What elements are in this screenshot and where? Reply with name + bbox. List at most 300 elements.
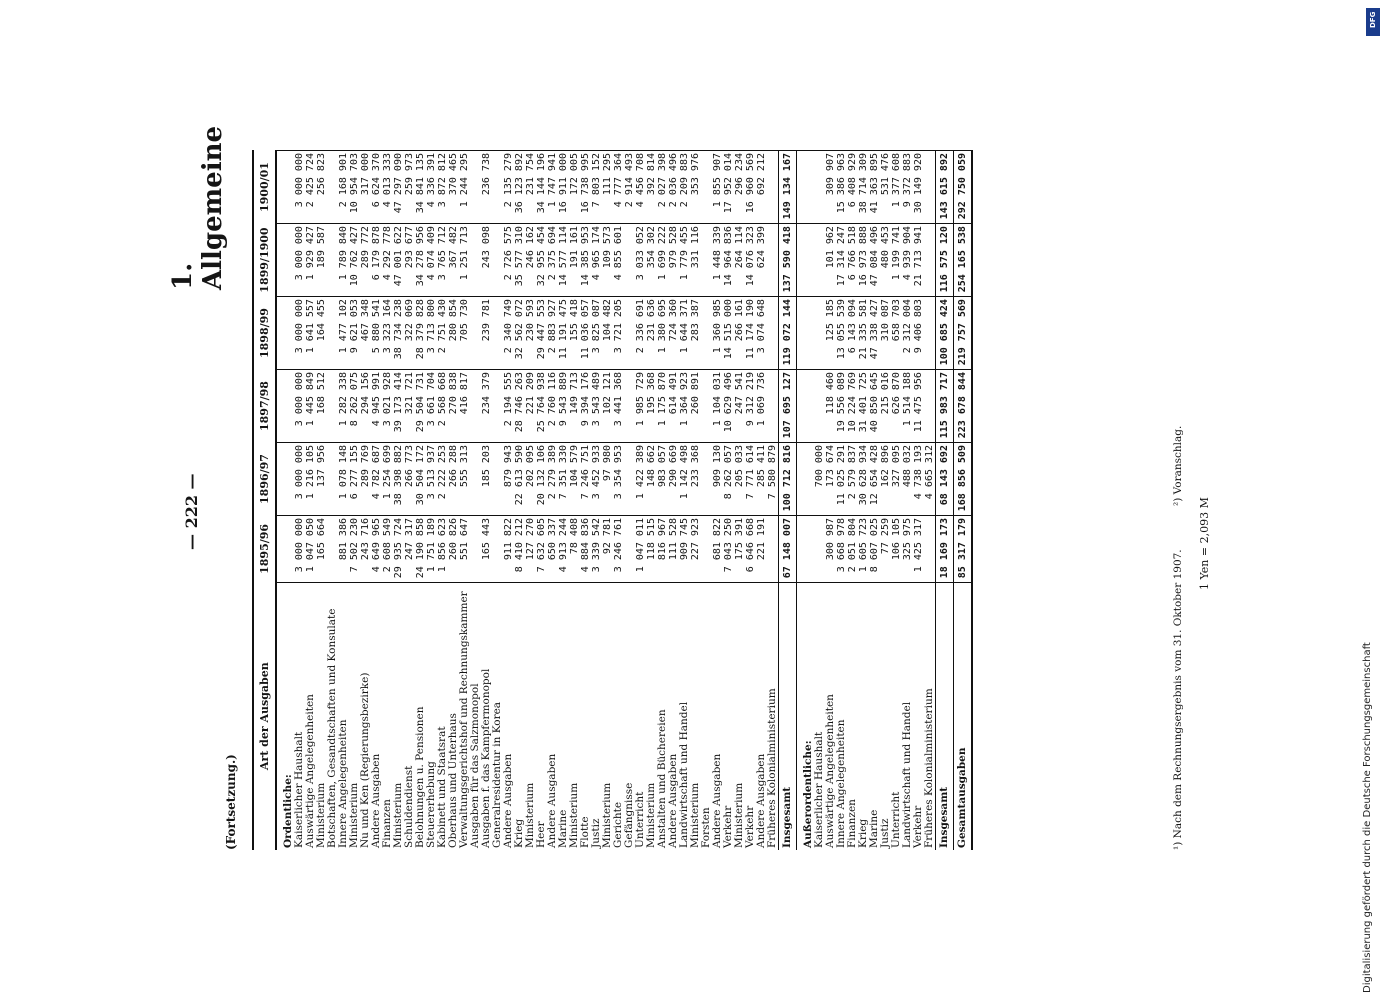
- row-label: Schuldendienst: [404, 582, 415, 850]
- cell-value: 1 380 695: [657, 297, 668, 370]
- cell-value: 18 169 173: [936, 516, 954, 583]
- cell-value: 21 713 941: [913, 224, 924, 297]
- cell-value: [924, 370, 936, 443]
- cell-value: 16 960 569: [745, 151, 756, 224]
- row-label: Gesamtausgaben: [954, 582, 973, 850]
- cell-value: 149 713: [569, 370, 580, 443]
- cell-value: 9 543 889: [558, 370, 569, 443]
- cell-value: 2 608 549: [382, 516, 393, 583]
- cell-value: 40 850 645: [869, 370, 880, 443]
- row-label: Andere Ausgaben: [547, 582, 558, 850]
- cell-value: [814, 297, 825, 370]
- cell-value: 8 410 212: [514, 516, 525, 583]
- cell-value: 392 814: [646, 151, 657, 224]
- cell-value: 2 027 398: [657, 151, 668, 224]
- cell-value: 911 822: [503, 516, 514, 583]
- cell-value: 7 632 605: [536, 516, 547, 583]
- cell-value: 116 575 120: [936, 224, 954, 297]
- cell-value: 243 098: [481, 224, 492, 297]
- cell-value: 14 076 323: [745, 224, 756, 297]
- cell-value: 300 987: [825, 516, 836, 583]
- cell-value: 2 340 749: [503, 297, 514, 370]
- cell-value: 325 975: [902, 516, 913, 583]
- cell-value: 143 615 892: [936, 151, 954, 224]
- cell-value: [701, 151, 712, 224]
- cell-value: 247 317: [404, 516, 415, 583]
- cell-value: 6 624 370: [371, 151, 382, 224]
- row-label: Steuererhebung: [426, 582, 437, 850]
- cell-value: 168 512: [316, 370, 327, 443]
- page-header: [162, 125, 252, 850]
- cell-value: [327, 370, 338, 443]
- cell-value: 111 528: [668, 516, 679, 583]
- cell-value: 3 021 928: [382, 370, 393, 443]
- cell-value: 2 726 575: [503, 224, 514, 297]
- cell-value: 3 713 800: [426, 297, 437, 370]
- table-row: [657, 151, 668, 851]
- cell-value: 168 856 509: [954, 443, 973, 516]
- table-header-row: [253, 151, 276, 851]
- cell-value: [470, 370, 481, 443]
- cell-value: 34 278 956: [415, 224, 426, 297]
- cell-value: [814, 224, 825, 297]
- cell-value: 321 721: [404, 370, 415, 443]
- cell-value: 189 587: [316, 224, 327, 297]
- cell-value: 7 771 614: [745, 443, 756, 516]
- cell-value: 68 143 692: [936, 443, 954, 516]
- row-label: Belohnungen u. Pensionen: [415, 582, 426, 850]
- row-label: Botschaften, Gesandtschaften und Konsulate: [327, 582, 338, 850]
- cell-value: 78 408: [569, 516, 580, 583]
- row-label: Ministerium: [690, 582, 701, 850]
- row-label: Kaiserlicher Haushalt: [814, 582, 825, 850]
- cell-value: 416 817: [459, 370, 470, 443]
- cell-value: 4 965 174: [591, 224, 602, 297]
- cell-value: 909 745: [679, 516, 690, 583]
- cell-value: 165 664: [316, 516, 327, 583]
- cell-value: 246 162: [525, 224, 536, 297]
- cell-value: [470, 297, 481, 370]
- cell-value: 259 973: [404, 151, 415, 224]
- cell-value: 9 394 176: [580, 370, 591, 443]
- continuation-label: (Fortsetzung.): [224, 754, 238, 850]
- cell-value: 3 000 000: [294, 516, 305, 583]
- cell-value: 531 476: [880, 151, 891, 224]
- cell-value: 1 448 339: [712, 224, 723, 297]
- cell-value: 1 360 985: [712, 297, 723, 370]
- cell-value: 3 441 368: [613, 370, 624, 443]
- row-label: Verwaltungsgerichtshof und Rechnungskammer: [459, 582, 470, 850]
- cell-value: 155 418: [569, 297, 580, 370]
- cell-value: 6 143 094: [847, 297, 858, 370]
- cell-value: 3 000 000: [294, 151, 305, 224]
- cell-value: 1 985 729: [635, 370, 646, 443]
- cell-value: 3 872 812: [437, 151, 448, 224]
- header-year: 1898/99: [253, 297, 276, 370]
- cell-value: 185 203: [481, 443, 492, 516]
- cell-value: 624 399: [756, 224, 767, 297]
- cell-value: 626 870: [891, 370, 902, 443]
- cell-value: 3 721 205: [613, 297, 624, 370]
- cell-value: 9 312 219: [745, 370, 756, 443]
- table-row: [558, 151, 569, 851]
- cell-value: 322 069: [404, 297, 415, 370]
- cell-value: 2 051 804: [847, 516, 858, 583]
- cell-value: 266 161: [734, 297, 745, 370]
- cell-value: [767, 224, 779, 297]
- cell-value: 9 621 053: [349, 297, 360, 370]
- row-label: Justiz: [591, 582, 602, 850]
- cell-value: 4 456 708: [635, 151, 646, 224]
- cell-value: 31 401 725: [858, 370, 869, 443]
- footnote-2: ²) Voranschlag.: [1172, 425, 1184, 506]
- table-row: [880, 151, 891, 851]
- cell-value: [924, 224, 936, 297]
- cell-value: [327, 443, 338, 516]
- cell-value: [814, 516, 825, 583]
- cell-value: 236 738: [481, 151, 492, 224]
- section-heading: [797, 151, 815, 851]
- rotated-content: [162, 125, 1222, 850]
- header-year: 1896/97: [253, 443, 276, 516]
- cell-value: 172 005: [569, 151, 580, 224]
- cell-value: [814, 151, 825, 224]
- cell-value: 8 262 057: [723, 443, 734, 516]
- cell-value: 16 911 000: [558, 151, 569, 224]
- cell-value: 2 568 668: [437, 370, 448, 443]
- cell-value: 7 351 330: [558, 443, 569, 516]
- cell-value: 29 504 731: [415, 370, 426, 443]
- cell-value: 551 647: [459, 516, 470, 583]
- cell-value: 3 033 052: [635, 224, 646, 297]
- cell-value: 32 955 454: [536, 224, 547, 297]
- cell-value: 230 593: [525, 297, 536, 370]
- cell-value: 700 000: [814, 443, 825, 516]
- table-row: [734, 151, 745, 851]
- cell-value: 10 954 703: [349, 151, 360, 224]
- cell-value: 14 964 836: [723, 224, 734, 297]
- cell-value: 292 750 059: [954, 151, 973, 224]
- cell-value: 2 168 901: [338, 151, 349, 224]
- cell-value: 4 945 991: [371, 370, 382, 443]
- cell-value: 289 769: [360, 443, 371, 516]
- cell-value: 1 856 623: [437, 516, 448, 583]
- cell-value: 234 379: [481, 370, 492, 443]
- cell-value: 4 777 364: [613, 151, 624, 224]
- cell-value: 30 628 934: [858, 443, 869, 516]
- cell-value: 285 411: [756, 443, 767, 516]
- cell-value: 164 455: [316, 297, 327, 370]
- table-row: [869, 151, 880, 851]
- cell-value: 17 314 247: [836, 224, 847, 297]
- cell-value: 1 244 295: [459, 151, 470, 224]
- cell-value: 6 766 518: [847, 224, 858, 297]
- table-row: [767, 151, 779, 851]
- cell-value: 97 980: [602, 443, 613, 516]
- cell-value: 1 175 870: [657, 370, 668, 443]
- cell-value: 2 209 883: [679, 151, 690, 224]
- cell-value: [492, 151, 503, 224]
- header-category: Art der Ausgaben: [253, 582, 276, 850]
- cell-value: 3 000 000: [294, 224, 305, 297]
- cell-value: [767, 516, 779, 583]
- cell-value: 909 130: [712, 443, 723, 516]
- table-row: [415, 151, 426, 851]
- cell-value: 231 754: [525, 151, 536, 224]
- row-label: Forsten: [701, 582, 712, 850]
- cell-value: 34 144 196: [536, 151, 547, 224]
- cell-value: 331 116: [690, 224, 701, 297]
- cell-value: 3 661 704: [426, 370, 437, 443]
- cell-value: [470, 443, 481, 516]
- cell-value: 239 781: [481, 297, 492, 370]
- row-label: Anstalten und Büchereien: [657, 582, 668, 850]
- row-label: Unterricht: [635, 582, 646, 850]
- header-year: 1895/96: [253, 516, 276, 583]
- row-label: Ministerium: [525, 582, 536, 850]
- cell-value: 266 288: [448, 443, 459, 516]
- cell-value: 9 406 803: [913, 297, 924, 370]
- cell-value: 149 134 167: [779, 151, 797, 224]
- row-label: Heer: [536, 582, 547, 850]
- cell-value: 20 132 106: [536, 443, 547, 516]
- row-label: Finanzen: [382, 582, 393, 850]
- cell-value: 260 826: [448, 516, 459, 583]
- table-row: [591, 151, 602, 851]
- cell-value: [327, 516, 338, 583]
- row-label: Verkehr: [913, 582, 924, 850]
- cell-value: 22 613 590: [514, 443, 525, 516]
- cell-value: 85 317 179: [954, 516, 973, 583]
- cell-value: [624, 297, 635, 370]
- cell-value: 1 929 427: [305, 224, 316, 297]
- footnote-1: ¹) Nach dem Rechnungsergebnis vom 31. Oktober 1907.: [1172, 549, 1184, 850]
- cell-value: 1 216 105: [305, 443, 316, 516]
- cell-value: 16 738 995: [580, 151, 591, 224]
- cell-value: 19 556 089: [836, 370, 847, 443]
- table-row: [492, 151, 503, 851]
- row-label: Kaiserlicher Haushalt: [294, 582, 305, 850]
- cell-value: 15 386 963: [836, 151, 847, 224]
- cell-value: 4 884 836: [580, 516, 591, 583]
- expenditure-table: [252, 150, 973, 850]
- dfg-logo-icon: DFG: [1366, 8, 1380, 36]
- row-label: Kabinett und Staatsrat: [437, 582, 448, 850]
- cell-value: 38 714 309: [858, 151, 869, 224]
- cell-value: 4 336 391: [426, 151, 437, 224]
- cell-value: 4 649 965: [371, 516, 382, 583]
- cell-value: 5 880 541: [371, 297, 382, 370]
- cell-value: 983 057: [657, 443, 668, 516]
- cell-value: 1 104 031: [712, 370, 723, 443]
- cell-value: 270 838: [448, 370, 459, 443]
- cell-value: 3 543 489: [591, 370, 602, 443]
- cell-value: 266 773: [404, 443, 415, 516]
- cell-value: 2 312 004: [902, 297, 913, 370]
- cell-value: 21 335 581: [858, 297, 869, 370]
- cell-value: 127 270: [525, 516, 536, 583]
- cell-value: 165 443: [481, 516, 492, 583]
- cell-value: 816 967: [657, 516, 668, 583]
- section-total-row: [936, 151, 954, 851]
- row-label: Innere Angelegenheiten: [338, 582, 349, 850]
- cell-value: 12 654 428: [869, 443, 880, 516]
- table-row: [624, 151, 635, 851]
- cell-value: 367 482: [448, 224, 459, 297]
- cell-value: [924, 516, 936, 583]
- cell-value: 3 452 933: [591, 443, 602, 516]
- row-label: Andere Ausgaben: [668, 582, 679, 850]
- header-year: 1900/01: [253, 151, 276, 224]
- cell-value: [470, 516, 481, 583]
- page-number: — 222 —: [182, 473, 201, 550]
- cell-value: [492, 443, 503, 516]
- row-label: Krieg: [858, 582, 869, 850]
- table-row: [393, 151, 404, 851]
- cell-value: 3 513 937: [426, 443, 437, 516]
- cell-value: 148 662: [646, 443, 657, 516]
- row-label: Marine: [869, 582, 880, 850]
- cell-value: 260 891: [690, 370, 701, 443]
- cell-value: 4 913 244: [558, 516, 569, 583]
- row-label: Generalresidentur in Korea: [492, 582, 503, 850]
- row-label: Ministerium: [316, 582, 327, 850]
- cell-value: 223 678 844: [954, 370, 973, 443]
- cell-value: 6 179 878: [371, 224, 382, 297]
- cell-value: 658 703: [891, 297, 902, 370]
- cell-value: 11 036 057: [580, 297, 591, 370]
- cell-value: 205 033: [734, 443, 745, 516]
- cell-value: 119 072 144: [779, 297, 797, 370]
- cell-value: 14 515 000: [723, 297, 734, 370]
- row-label: Ministerium: [569, 582, 580, 850]
- cell-value: 11 475 956: [913, 370, 924, 443]
- cell-value: 111 295: [602, 151, 613, 224]
- cell-value: 2 914 493: [624, 151, 635, 224]
- credit-text: Digitalisierung gefördert durch die Deutsche Forschungsgemeinschaft: [1362, 642, 1373, 993]
- cell-value: 101 962: [825, 224, 836, 297]
- table-row: [602, 151, 613, 851]
- header-year: 1899/1900: [253, 224, 276, 297]
- row-label: Verkehr: [745, 582, 756, 850]
- cell-value: 231 636: [646, 297, 657, 370]
- cell-value: 7 043 250: [723, 516, 734, 583]
- cell-value: 36 123 892: [514, 151, 525, 224]
- cell-value: 1 445 849: [305, 370, 316, 443]
- row-label: Landwirtschaft und Handel: [679, 582, 690, 850]
- cell-value: 354 302: [646, 224, 657, 297]
- cell-value: 254 165 538: [954, 224, 973, 297]
- footnotes: [1172, 150, 1184, 850]
- cell-value: 290 669: [668, 443, 679, 516]
- table-row: [679, 151, 690, 851]
- cell-value: 38 398 882: [393, 443, 404, 516]
- cell-value: [701, 297, 712, 370]
- cell-value: 4 855 601: [613, 224, 624, 297]
- cell-value: 215 016: [880, 370, 891, 443]
- cell-value: 115 983 717: [936, 370, 954, 443]
- cell-value: 92 781: [602, 516, 613, 583]
- cell-value: 3 825 087: [591, 297, 602, 370]
- currency-note: 1 Yen = 2,093 M: [1198, 497, 1211, 590]
- cell-value: [924, 297, 936, 370]
- cell-value: 221 209: [525, 370, 536, 443]
- cell-value: 2 222 253: [437, 443, 448, 516]
- cell-value: 1 751 189: [426, 516, 437, 583]
- table-row: [723, 151, 734, 851]
- table-row: [635, 151, 646, 851]
- cell-value: 2 425 724: [305, 151, 316, 224]
- cell-value: 3 668 978: [836, 516, 847, 583]
- cell-value: 681 822: [712, 516, 723, 583]
- row-label: Innere Angelegenheiten: [836, 582, 847, 850]
- table-row: [360, 151, 371, 851]
- cell-value: 221 191: [756, 516, 767, 583]
- cell-value: 3 323 164: [382, 297, 393, 370]
- cell-value: 118 460: [825, 370, 836, 443]
- cell-value: 1 254 699: [382, 443, 393, 516]
- cell-value: 2 279 389: [547, 443, 558, 516]
- cell-value: 109 573: [602, 224, 613, 297]
- cell-value: 4 292 778: [382, 224, 393, 297]
- section-title: 1. Allgemeine: [168, 125, 228, 290]
- cell-value: 9 372 883: [902, 151, 913, 224]
- cell-value: 310 087: [880, 297, 891, 370]
- cell-value: 3 000 000: [294, 370, 305, 443]
- cell-value: 11 025 291: [836, 443, 847, 516]
- cell-value: 14 577 114: [558, 224, 569, 297]
- cell-value: 104 482: [602, 297, 613, 370]
- cell-value: 4 939 904: [902, 224, 913, 297]
- table-row: [305, 151, 316, 851]
- cell-value: 692 212: [756, 151, 767, 224]
- cell-value: [470, 151, 481, 224]
- cell-value: 4 013 333: [382, 151, 393, 224]
- cell-value: 175 391: [734, 516, 745, 583]
- cell-value: 10 762 427: [349, 224, 360, 297]
- cell-value: [624, 370, 635, 443]
- cell-value: 327 095: [891, 443, 902, 516]
- section-heading: [276, 151, 294, 851]
- cell-value: 118 515: [646, 516, 657, 583]
- row-label: Finanzen: [847, 582, 858, 850]
- cell-value: 195 368: [646, 370, 657, 443]
- cell-value: 47 297 090: [393, 151, 404, 224]
- section-total-row: [779, 151, 797, 851]
- cell-value: 2 375 694: [547, 224, 558, 297]
- cell-value: 1 422 389: [635, 443, 646, 516]
- cell-value: 227 923: [690, 516, 701, 583]
- cell-value: 1 282 338: [338, 370, 349, 443]
- cell-value: 30 149 920: [913, 151, 924, 224]
- cell-value: 705 730: [459, 297, 470, 370]
- row-label: Verkehr: [723, 582, 734, 850]
- cell-value: 1 747 941: [547, 151, 558, 224]
- cell-value: 2 751 430: [437, 297, 448, 370]
- cell-value: 2 135 279: [503, 151, 514, 224]
- cell-value: [814, 370, 825, 443]
- cell-value: 35 577 310: [514, 224, 525, 297]
- section-title: Ordentliche:: [276, 582, 294, 850]
- cell-value: 3 246 761: [613, 516, 624, 583]
- cell-value: 137 590 418: [779, 224, 797, 297]
- table-row: [569, 151, 580, 851]
- cell-value: 614 491: [668, 370, 679, 443]
- cell-value: [492, 370, 503, 443]
- cell-value: 294 156: [360, 370, 371, 443]
- row-label: Andere Ausgaben: [371, 582, 382, 850]
- table-row: [847, 151, 858, 851]
